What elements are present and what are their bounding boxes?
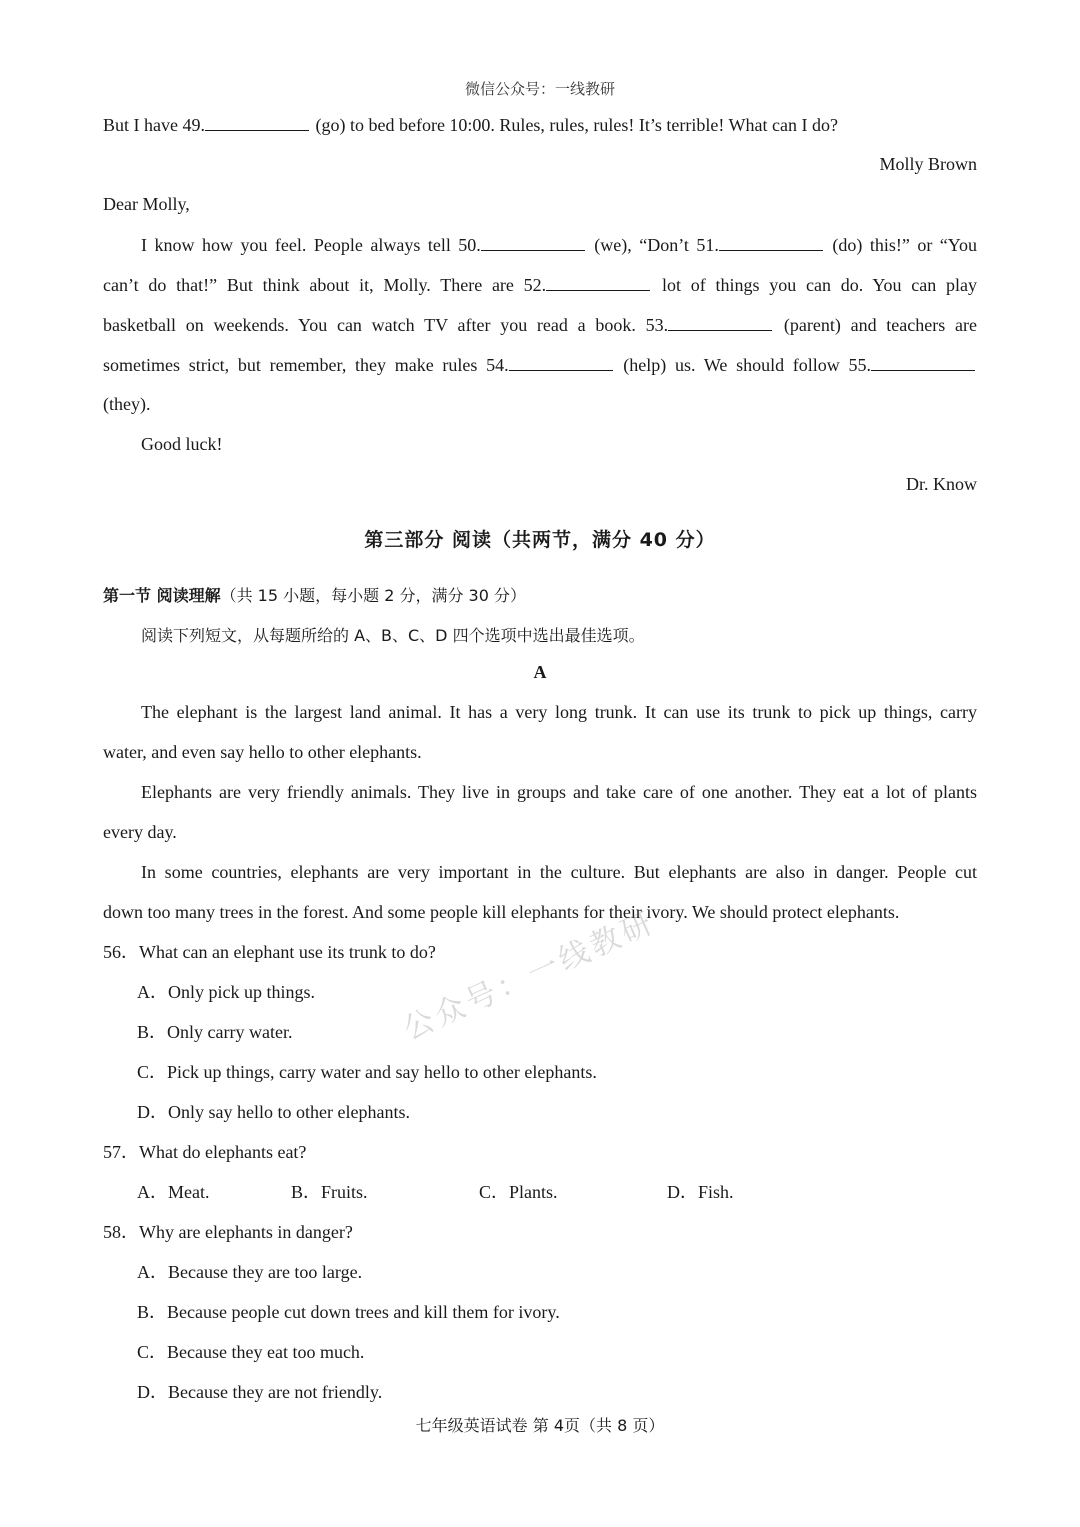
question-57-option-c: C．Plants. [479, 1182, 558, 1202]
reply-line-2 [103, 272, 977, 297]
text-segment: But I have 49. [103, 115, 205, 135]
question-56-stem: 56．What can an elephant use its trunk to do? [103, 942, 436, 962]
subsection-rest: （共 15 小题，每小题 2 分，满分 30 分） [220, 586, 526, 605]
text-segment: (we), “Don’t 51. [586, 235, 719, 255]
passage-p1-line-1: The elephant is the largest land animal. It has a very long trunk. It can use its trunk to pick up things, carry [141, 702, 977, 722]
blank-49 [205, 112, 309, 131]
question-57-option-b: B．Fruits. [291, 1182, 368, 1202]
top-watermark: 微信公众号：一线教研 [464, 80, 615, 98]
text-segment: (do) this!” or “You [824, 235, 977, 255]
reply-signature: Dr. Know [906, 474, 977, 494]
reply-greeting: Dear Molly, [103, 194, 190, 214]
text-segment: basketball on weekends. You can watch TV after you read a book. 53. [103, 315, 669, 335]
text-segment: lot of things you can do. You can play [652, 275, 978, 295]
reply-line-1 [141, 232, 977, 257]
question-58-stem: 58．Why are elephants in danger? [103, 1222, 353, 1242]
blank-51 [719, 232, 823, 251]
question-58-option-a: A．Because they are too large. [137, 1262, 363, 1282]
passage-p2-line-1: Elephants are very friendly animals. They live in groups and take care of one another. They eat a lot of plants [141, 782, 977, 802]
subsection-bold: 第一节 阅读理解 [103, 586, 221, 605]
blank-54 [509, 352, 613, 371]
text-segment: (parent) and teachers are [774, 315, 977, 335]
text-segment: (help) us. We should follow 55. [614, 355, 871, 375]
blank-53 [668, 312, 772, 331]
question-57-option-d: D．Fish. [667, 1182, 734, 1202]
reply-line-5: (they). [103, 394, 151, 414]
question-56-option-a: A．Only pick up things. [137, 982, 315, 1002]
letter-line-49 [103, 112, 977, 137]
question-58-option-c: C．Because they eat too much. [137, 1342, 365, 1362]
text-segment: sometimes strict, but remember, they make rules 54. [103, 355, 509, 375]
text-segment: can’t do that!” But think about it, Molly. There are 52. [103, 275, 547, 295]
reply-closing: Good luck! [141, 434, 223, 454]
subsection-heading [103, 584, 977, 608]
passage-p1-line-2: water, and even say hello to other elephants. [103, 742, 422, 762]
passage-label: A [533, 662, 547, 682]
question-58-option-b: B．Because people cut down trees and kill them for ivory. [137, 1302, 560, 1322]
passage-p2-line-2: every day. [103, 822, 177, 842]
blank-52 [546, 272, 650, 291]
passage-p3-line-1: In some countries, elephants are very important in the culture. But elephants are also in danger. People cut [141, 862, 977, 882]
text-segment: (go) to bed before 10:00. Rules, rules, rules! It’s terrible! What can I do? [310, 115, 838, 135]
question-56-option-c: C．Pick up things, carry water and say hello to other elephants. [137, 1062, 597, 1082]
diagonal-watermark: 公众号：一线教研 [398, 904, 661, 1048]
section-title: 第三部分 阅读（共两节，满分 40 分） [364, 529, 716, 551]
blank-50 [481, 232, 585, 251]
reply-line-3 [103, 312, 977, 337]
letter-signature: Molly Brown [879, 154, 977, 174]
page-footer: 七年级英语试卷 第 4页（共 8 页） [415, 1416, 665, 1435]
question-57-stem: 57．What do elephants eat? [103, 1142, 307, 1162]
text-segment: I know how you feel. People always tell 50. [141, 235, 481, 255]
blank-55 [871, 352, 975, 371]
question-58-option-d: D．Because they are not friendly. [137, 1382, 383, 1402]
question-57-option-a: A．Meat. [137, 1182, 210, 1202]
instruction: 阅读下列短文，从每题所给的 A、B、C、D 四个选项中选出最佳选项。 [141, 626, 645, 645]
reply-line-4 [103, 352, 977, 377]
question-56-option-d: D．Only say hello to other elephants. [137, 1102, 410, 1122]
question-56-option-b: B．Only carry water. [137, 1022, 293, 1042]
passage-p3-line-2: down too many trees in the forest. And some people kill elephants for their ivory. We should protect elephants. [103, 902, 900, 922]
